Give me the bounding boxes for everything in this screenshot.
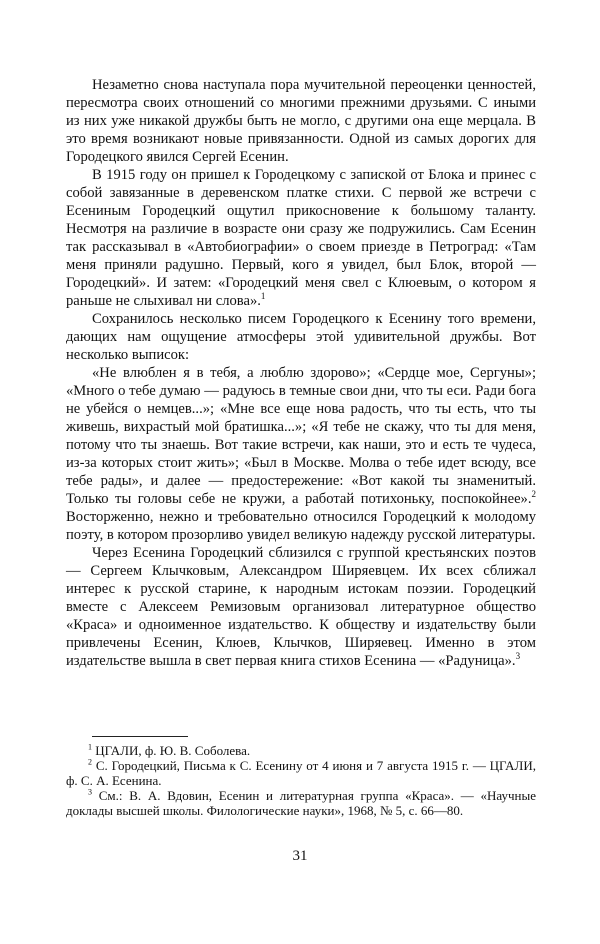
main-text [66, 76, 536, 670]
footnote-3-text: См.: В. А. Вдовин, Есенин и литературная группа «Краса». — «Научные доклады высшей школы. Филологические науки», 1968, № 5, с. 66—80. [66, 788, 537, 818]
footnote-1 [66, 743, 536, 758]
footnote-ref-3: 3 [515, 651, 521, 662]
paragraph-2 [66, 166, 536, 310]
paragraph-2-text: В 1915 году он пришел к Городецкому с запиской от Блока и принес с собой завязанные в деревенском платке стихи. С первой же встречи с Есениным Городецкий ощутил прикосновение к большому таланту. Несмотря на различие в возрасте они сразу же подружились. Сам Есенин так рассказывал в «Автобиографии» о своем приезде в Петроград: «Там меня приняли радушно. Первый, кого я увидел, был Блок, второй — Городецкий». И затем: «Городецкий меня свел с Клюевым, о котором я раньше не слыхивал ни слова». [66, 167, 536, 309]
footnote-divider [92, 736, 188, 737]
paragraph-4-text: «Не влюблен я в тебя, а люблю здорово»; «Сердце мое, Сергуны»; «Много о тебе думаю — радуюсь в темные свои дни, что ты еси. Ради бога не убейся о немцев...»; «Мне все еще нова радость, что ты есть, что ты живешь, вихрастый мой братишка...»; «Я тебе не скажу, что ты для меня, потому что ты знаешь. Вот такие встречи, как наши, это и есть те чудеса, из-за которых стоит жить»; «Был в Москве. Молва о тебе идет всюду, все тебе рады», и далее — предостережение: «Вот какой ты знаменитый. Только ты головы себе не кружи, а работай потихоньку, поспокойнее». [66, 365, 536, 507]
paragraph-4 [66, 364, 536, 544]
paragraph-5 [66, 544, 536, 670]
footnote-mark-2: 2 [88, 757, 92, 767]
paragraph-1-text: Незаметно снова наступала пора мучительной переоценки ценностей, пересмотра своих отношений со многими прежними друзьями. С иными из них уже никакой дружбы быть не могло, с другими она еще мерцала. В это время возникают новые привязанности. Одной из самых дорогих для Городецкого явился Сергей Есенин. [66, 77, 536, 165]
footnote-ref-2: 2 [531, 489, 536, 500]
footnote-3 [66, 788, 536, 818]
footnotes [66, 743, 536, 818]
footnote-2 [66, 758, 536, 788]
paragraph-5-text: Через Есенина Городецкий сблизился с группой крестьянских поэтов — Сергеем Клычковым, Александром Ширяевцем. Их всех сближал интерес к русской старине, к народным истокам поэзии. Городецкий вместе с Алексеем Ремизовым организовал литературное общество «Краса» и одноименное издательство. К обществу и издательству были привлечены Есенин, Клюев, Клычков, Ширяевец. Именно в этом издательстве вышла в свет первая книга стихов Есенина — «Радуница». [66, 545, 536, 669]
paragraph-3-text: Сохранилось несколько писем Городецкого к Есенину того времени, дающих нам ощущение атмосферы этой удивительной дружбы. Вот несколько выписок: [66, 311, 536, 363]
paragraph-3 [66, 310, 536, 364]
footnote-2-text: С. Городецкий, Письма к С. Есенину от 4 июня и 7 августа 1915 г. — ЦГАЛИ, ф. С. А. Есенина. [66, 758, 536, 788]
footnote-1-text: ЦГАЛИ, ф. Ю. В. Соболева. [95, 743, 251, 758]
paragraph-1 [66, 76, 536, 166]
page-number: 31 [292, 848, 308, 864]
footnote-mark-3: 3 [88, 787, 92, 797]
footnote-ref-1: 1 [260, 291, 266, 302]
footnote-mark-1: 1 [88, 742, 92, 752]
paragraph-4-tail: Восторженно, нежно и требовательно относился Городецкий к молодому поэту, в котором прозорливо увидел великую надежду русской литературы. [66, 509, 536, 543]
